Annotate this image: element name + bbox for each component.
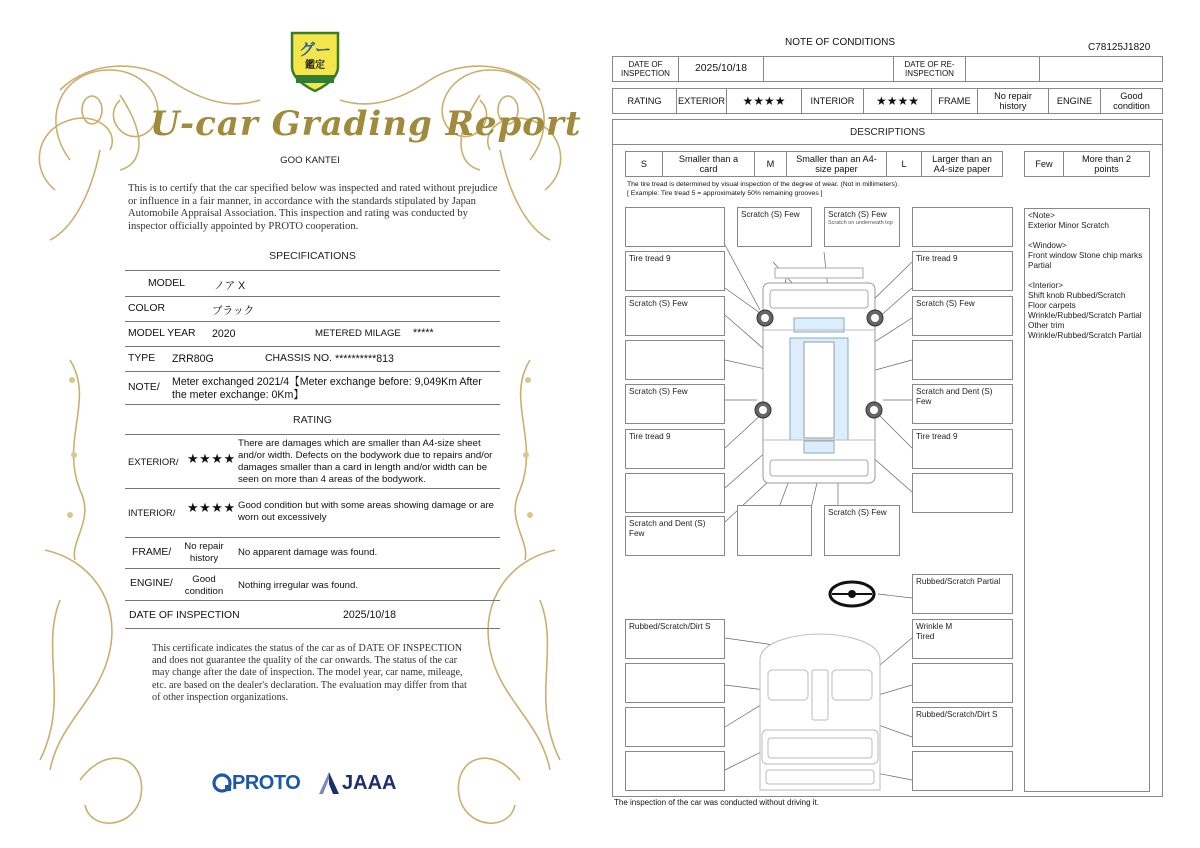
divider [125,371,500,372]
note-line: Exterior Minor Scratch [1028,221,1109,230]
condition-box [737,207,812,247]
condition-box-empty [912,663,1013,703]
type-value: ZRR80G [172,353,214,365]
model-label: MODEL [148,278,185,289]
legend-s: S [640,158,648,169]
condition-text: Tire tread 9 [629,254,671,263]
rating-heading: RATING [293,414,332,426]
condition-box [625,429,725,469]
interior-line: Floor carpets [1028,301,1076,310]
metered-milage-value: ***** [413,327,434,339]
note-heading: <Note> [1028,211,1055,220]
condition-box [912,296,1013,336]
exterior-description: There are damages which are smaller than A4-size sheet and/or width. Defects on the bodywork due to repairs and/or damages smaller than a card in length and/or width can be seen on more than 4 areas of the bodywork. [238,438,493,485]
model-value: ノア X [214,280,246,292]
engine-label: ENGINE/ [130,578,173,589]
legend-m-text: Smaller than an A4-size paper [786,152,886,176]
condition-text: Rubbed/Scratch/Dirt S [629,622,711,631]
condition-text: Tired [916,632,935,641]
jaaa-mark-icon [318,771,340,795]
jaaa-logo [318,770,398,796]
condition-box [912,251,1013,291]
jaaa-logo-text: JAAA [342,772,397,794]
descriptions-heading: DESCRIPTIONS [613,120,1162,145]
interior-line: Shift knob Rubbed/Scratch [1028,291,1126,300]
divider [125,488,500,489]
badge-text-bottom: 鑑定 [305,60,325,71]
condition-box-empty [625,340,725,380]
proto-logo [212,770,312,796]
interior-description: Good condition but with some areas showing damage or are worn out excessively [238,500,494,523]
certificate-footer: This certificate indicates the status of the car as of DATE OF INSPECTION and does not guarantee the quality of the car onwards. The status of the car may change after the date of inspection. The model year, car name, mileage, etc. are based on the dealer's declaration. The evaluation may differ from that of other inspection organizations. [152,643,467,703]
legend-l-text: Larger than an A4-size paper [921,152,1002,176]
date-of-inspection-label: DATE OF INSPECTION [129,610,240,621]
condition-box [625,251,725,291]
sheet-title: NOTE OF CONDITIONS [785,37,895,48]
condition-text: Scratch (S) Few [828,508,887,517]
certificate-intro: This is to certify that the car specified below was inspected and rated without prejudice or influence in a fair manner, in accordance with the standards stipulated by Japan Automobile Appraisal Association. This inspection and rating was conducted by inspector officially appointed by PROTO cooperation. [128,183,498,232]
condition-box-empty [625,207,725,247]
frame-value: No repair history [977,89,1048,113]
metered-milage-label: METERED MILAGE [315,328,401,339]
goo-kantei-badge-icon [286,29,344,93]
window-line: Front window Stone chip marks Partial [1028,251,1143,270]
condition-box [625,516,725,556]
interior-heading: <Interior> [1028,281,1064,290]
condition-text: Scratch (S) Few [629,387,688,396]
condition-box [625,384,725,424]
tire-note-1: The tire tread is determined by visual inspection of the degree of wear. (Not in millimeters). [627,181,899,188]
legend-m: M [754,152,786,176]
type-label: TYPE [128,353,156,364]
frame-label: FRAME [931,89,977,113]
interior-label: INTERIOR/ [128,507,176,518]
condition-text: Rubbed/Scratch Partial [916,577,1001,586]
condition-box [912,707,1013,747]
rating-label: RATING [627,95,662,106]
condition-box [625,619,725,659]
model-year-label: MODEL YEAR [128,328,196,339]
exterior-label: EXTERIOR/ [128,456,179,467]
proto-mark-icon [212,773,232,793]
proto-logo-text: PROTO [232,772,301,794]
condition-box [912,384,1013,424]
legend-few-text: More than 2 points [1063,152,1149,176]
condition-box-empty [737,505,812,556]
exterior-label: EXTERIOR [676,89,726,113]
condition-text: Scratch (S) Few [741,210,800,219]
engine-value: Good condition [1100,89,1162,113]
condition-text: Tire tread 9 [629,432,671,441]
divider [125,600,500,601]
condition-box-empty [912,473,1013,513]
color-value: ブラック [212,305,255,317]
car-top-view-icon [755,268,883,483]
specifications-heading: SPECIFICATIONS [269,250,356,262]
condition-box [824,207,900,247]
exterior-stars: ★★★★ [726,89,801,113]
condition-box-empty [912,751,1013,791]
condition-box-empty [625,751,725,791]
date-of-inspection-value: 2025/10/18 [678,57,763,81]
engine-value: Good condition [184,574,224,597]
condition-box [912,619,1013,659]
legend-few: Few [1035,158,1053,169]
chassis-value: **********813 [335,353,394,365]
interior-label: INTERIOR [801,89,863,113]
divider [125,404,500,405]
condition-box-empty [912,207,1013,247]
exterior-stars: ★★★★ [187,451,236,466]
frame-value: No repair history [184,541,224,564]
condition-text: Tire tread 9 [916,432,958,441]
interior-stars: ★★★★ [187,500,236,515]
condition-text: Tire tread 9 [916,254,958,263]
condition-box [625,296,725,336]
condition-text: Rubbed/Scratch/Dirt S [916,710,998,719]
condition-text: Scratch and Dent (S) Few [629,519,706,538]
note-value: Meter exchanged 2021/4【Meter exchange before: 9,049Km After the meter exchange: 0Km】 [172,376,482,401]
divider [125,568,500,569]
interior-line: Wrinkle/Rubbed/Scratch Partial [1028,331,1142,340]
chassis-label: CHASSIS NO. [265,353,332,364]
interior-line: Other trim [1028,321,1065,330]
badge-text-top: グー [298,42,331,59]
tire-note-2: [ Example: Tire tread 5 = approximately 50% remaining grooves ] [627,190,823,197]
condition-box-empty [625,663,725,703]
condition-box-empty [625,473,725,513]
condition-box [912,574,1013,614]
note-of-conditions-sheet [600,0,1200,848]
certificate-subtitle: GOO KANTEI [280,155,340,166]
divider [125,346,500,347]
note-label: NOTE/ [128,382,160,393]
steering-wheel-icon [830,582,874,606]
legend-l: L [886,152,921,176]
condition-box-empty [625,707,725,747]
condition-subtext: Scratch on underneath top [828,220,893,226]
condition-text: Wrinkle M [916,622,953,631]
engine-label: ENGINE [1048,89,1100,113]
sheet-footer: The inspection of the car was conducted without driving it. [614,798,819,807]
divider [125,321,500,322]
condition-box [912,429,1013,469]
interior-line: Wrinkle/Rubbed/Scratch Partial [1028,311,1142,320]
condition-text: Scratch and Dent (S) Few [916,387,993,406]
divider [125,628,500,629]
date-of-inspection-label: DATE OF INSPECTION [621,60,670,78]
divider [125,434,500,435]
divider [125,537,500,538]
window-heading: <Window> [1028,241,1067,250]
frame-description: No apparent damage was found. [238,547,378,558]
interior-stars: ★★★★ [863,89,931,113]
condition-text: Scratch (S) Few [629,299,688,308]
divider [125,270,500,271]
legend-s-text: Smaller than a card [662,152,754,176]
date-of-inspection-value: 2025/10/18 [343,609,397,621]
condition-box [824,505,900,556]
engine-description: Nothing irregular was found. [238,580,358,591]
re-inspection-label: DATE OF RE-INSPECTION [893,57,965,81]
color-label: COLOR [128,303,165,314]
divider [125,296,500,297]
certificate-title: U-car Grading Report [150,104,582,144]
condition-text: Scratch (S) Few [828,210,887,219]
car-interior-view-icon [760,634,880,790]
frame-label: FRAME/ [132,547,172,558]
model-year-value: 2020 [212,328,236,340]
condition-text: Scratch (S) Few [916,299,975,308]
condition-box-empty [912,340,1013,380]
sheet-code: C78125J1820 [1088,42,1151,53]
